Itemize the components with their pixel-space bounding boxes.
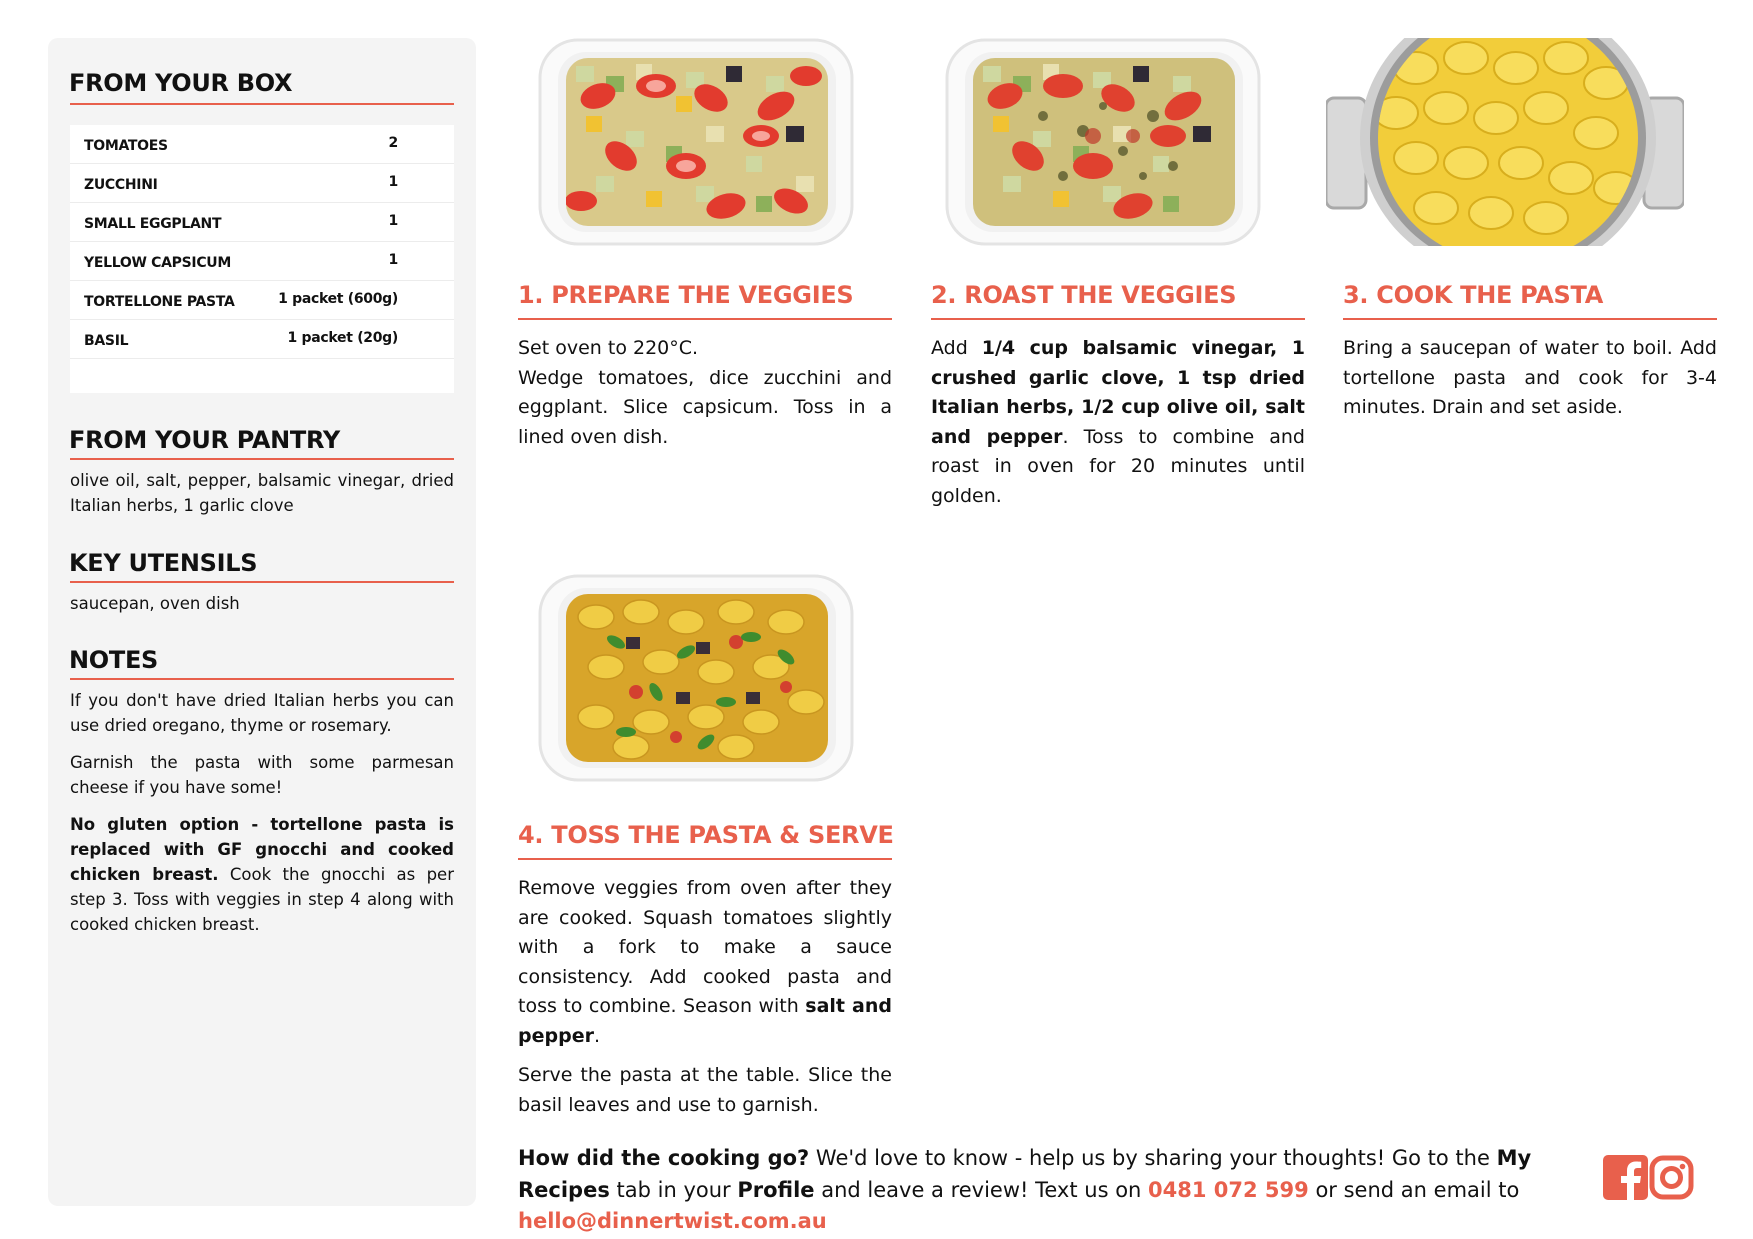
step-4-p1-bold: salt and pepper [518,995,892,1047]
feedback-t1: We'd love to know - help us by sharing your thoughts! Go to the [809,1146,1497,1170]
my-recipes-label: My Recipes [518,1146,1532,1202]
feedback-text [518,1143,1588,1238]
ingredient-name: SMALL EGGPLANT [84,216,222,232]
prepare-veggies-photo [536,36,856,248]
table-row [70,242,454,281]
box-title-rule [70,103,454,105]
ingredient-qty: 1 packet (600g) [278,291,398,307]
table-row [70,281,454,320]
ingredient-name: TOMATOES [84,138,168,154]
pantry-title: FROM YOUR PANTRY [69,426,340,454]
box-title: FROM YOUR BOX [69,69,293,97]
step-1-title: 1. PREPARE THE VEGGIES [518,281,854,309]
step-1-text [518,334,892,452]
facebook-icon[interactable] [1603,1155,1648,1200]
ingredient-qty: 1 [388,213,398,229]
utensils-text: saucepan, oven dish [70,594,240,613]
roast-veggies-photo [943,36,1263,248]
ingredient-qty: 1 packet (20g) [287,330,398,346]
note-3-bold: No gluten option - tortellone pasta is replaced with GF gnocchi and cooked chicken breast. [70,815,454,884]
sidebar [48,38,476,1206]
step-4-para-2: Serve the pasta at the table. Slice the basil leaves and use to garnish. [518,1064,892,1116]
step-4-para-1 [518,874,892,1051]
ingredient-qty: 1 [388,174,398,190]
feedback-question: How did the cooking go? [518,1146,810,1170]
step-3-rule [1343,318,1717,320]
step-1-line-2: Wedge tomatoes, dice zucchini and eggplant. Slice capsicum. Toss in a lined oven dish. [518,366,892,448]
pantry-title-rule [70,458,454,460]
pantry-text: olive oil, salt, pepper, balsamic vinegar, dried Italian herbs, 1 garlic clove [70,471,454,515]
notes-title-rule [70,678,454,680]
note-2: Garnish the pasta with some parmesan cheese if you have some! [70,753,454,797]
step-4-rule [518,858,892,860]
step-2-text [931,334,1305,511]
ingredient-name: ZUCCHINI [84,177,158,193]
step-4-text [518,874,892,1120]
email-link[interactable]: hello@dinnertwist.com.au [518,1209,827,1233]
phone-link[interactable]: 0481 072 599 [1148,1177,1309,1202]
step-2-pre: Add [931,337,982,359]
note-3 [70,812,454,937]
note-3-text: Cook the gnocchi as per step 3. Toss with veggies in step 4 along with cooked chicken breast. [70,865,454,934]
feedback-t3: and leave a review! Text us on [814,1177,1149,1202]
cook-pasta-photo [1326,38,1684,246]
step-2-post: . Toss to combine and roast in oven for 20 minutes until golden. [931,425,1305,507]
step-4-title: 4. TOSS THE PASTA & SERVE [518,821,894,849]
step-1-rule [518,318,892,320]
utensils-title: KEY UTENSILS [69,549,258,577]
ingredient-name: YELLOW CAPSICUM [84,255,231,271]
profile-label: Profile [737,1177,815,1202]
table-row [70,320,454,359]
notes-title: NOTES [69,646,159,674]
table-row [70,203,454,242]
feedback-t2: tab in your [609,1177,738,1202]
step-3-title: 3. COOK THE PASTA [1343,281,1603,309]
step-2-title: 2. ROAST THE VEGGIES [931,281,1237,309]
pasta-serve-photo [536,572,856,784]
utensils-title-rule [70,581,454,583]
ingredient-qty: 1 [388,252,398,268]
ingredient-name: BASIL [84,333,129,349]
step-4-p1-post: . [593,1024,600,1047]
step-2-rule [931,318,1305,320]
ingredient-qty: 2 [388,135,398,151]
step-2-bold: 1/4 cup balsamic vinegar, 1 crushed garlic clove, 1 tsp dried Italian herbs, 1/2 cup olive oil, salt and pepper [931,337,1305,448]
table-row [70,125,454,164]
note-1: If you don't have dried Italian herbs you can use dried oregano, thyme or rosemary. [70,691,454,735]
step-1-line-1: Set oven to 220°C. [518,337,699,359]
feedback-t4: or send an email to [1308,1177,1520,1202]
instagram-icon[interactable] [1649,1155,1694,1200]
step-3-text: Bring a saucepan of water to boil. Add tortellone pasta and cook for 3-4 minutes. Drain and set aside. [1343,337,1717,418]
table-row [70,164,454,203]
step-4-p1-pre: Remove veggies from oven after they are cooked. Squash tomatoes slightly with a fork to make a sauce consistency. Add cooked pasta and toss to combine. Season with [518,877,892,1017]
ingredients-table [70,125,454,393]
ingredient-name: TORTELLONE PASTA [84,294,235,310]
